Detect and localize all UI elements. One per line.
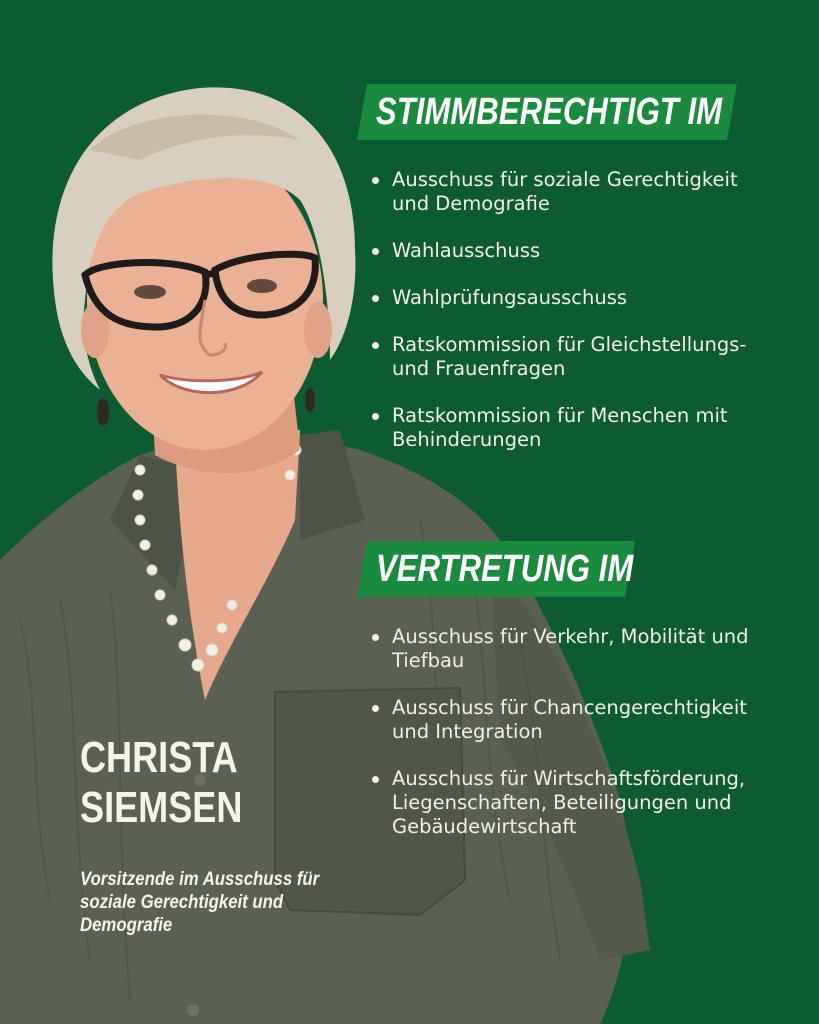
list-item: Ratskommission für Menschen mit Behinderungen [370, 404, 760, 452]
voting-section-heading [357, 84, 737, 140]
person-role: Vorsitzende im Ausschuss für soziale Gerechtigkeit und Demografie [80, 868, 320, 936]
representation-committee-list [370, 625, 760, 862]
voting-committee-list [370, 168, 760, 475]
list-item: Ausschuss für Verkehr, Mobilität und Tiefbau [370, 625, 760, 673]
representation-heading-text: VERTRETUNG IM [376, 547, 634, 590]
list-item: Ratskommission für Gleichstellungs- und Frauenfragen [370, 333, 760, 381]
person-name [80, 733, 293, 833]
representation-section-heading [357, 541, 635, 597]
voting-heading-text: STIMMBERECHTIGT IM [376, 90, 723, 133]
list-item: Wahlprüfungsausschuss [370, 286, 760, 310]
first-name: CHRISTA [80, 733, 238, 782]
list-item: Ausschuss für Wirtschaftsförderung, Liegenschaften, Beteiligungen und Gebäudewirtschaft [370, 767, 760, 839]
list-item: Ausschuss für Chancengerechtigkeit und Integration [370, 696, 760, 744]
list-item: Ausschuss für soziale Gerechtigkeit und Demografie [370, 168, 760, 216]
list-item: Wahlausschuss [370, 239, 760, 263]
last-name: SIEMSEN [80, 783, 243, 832]
